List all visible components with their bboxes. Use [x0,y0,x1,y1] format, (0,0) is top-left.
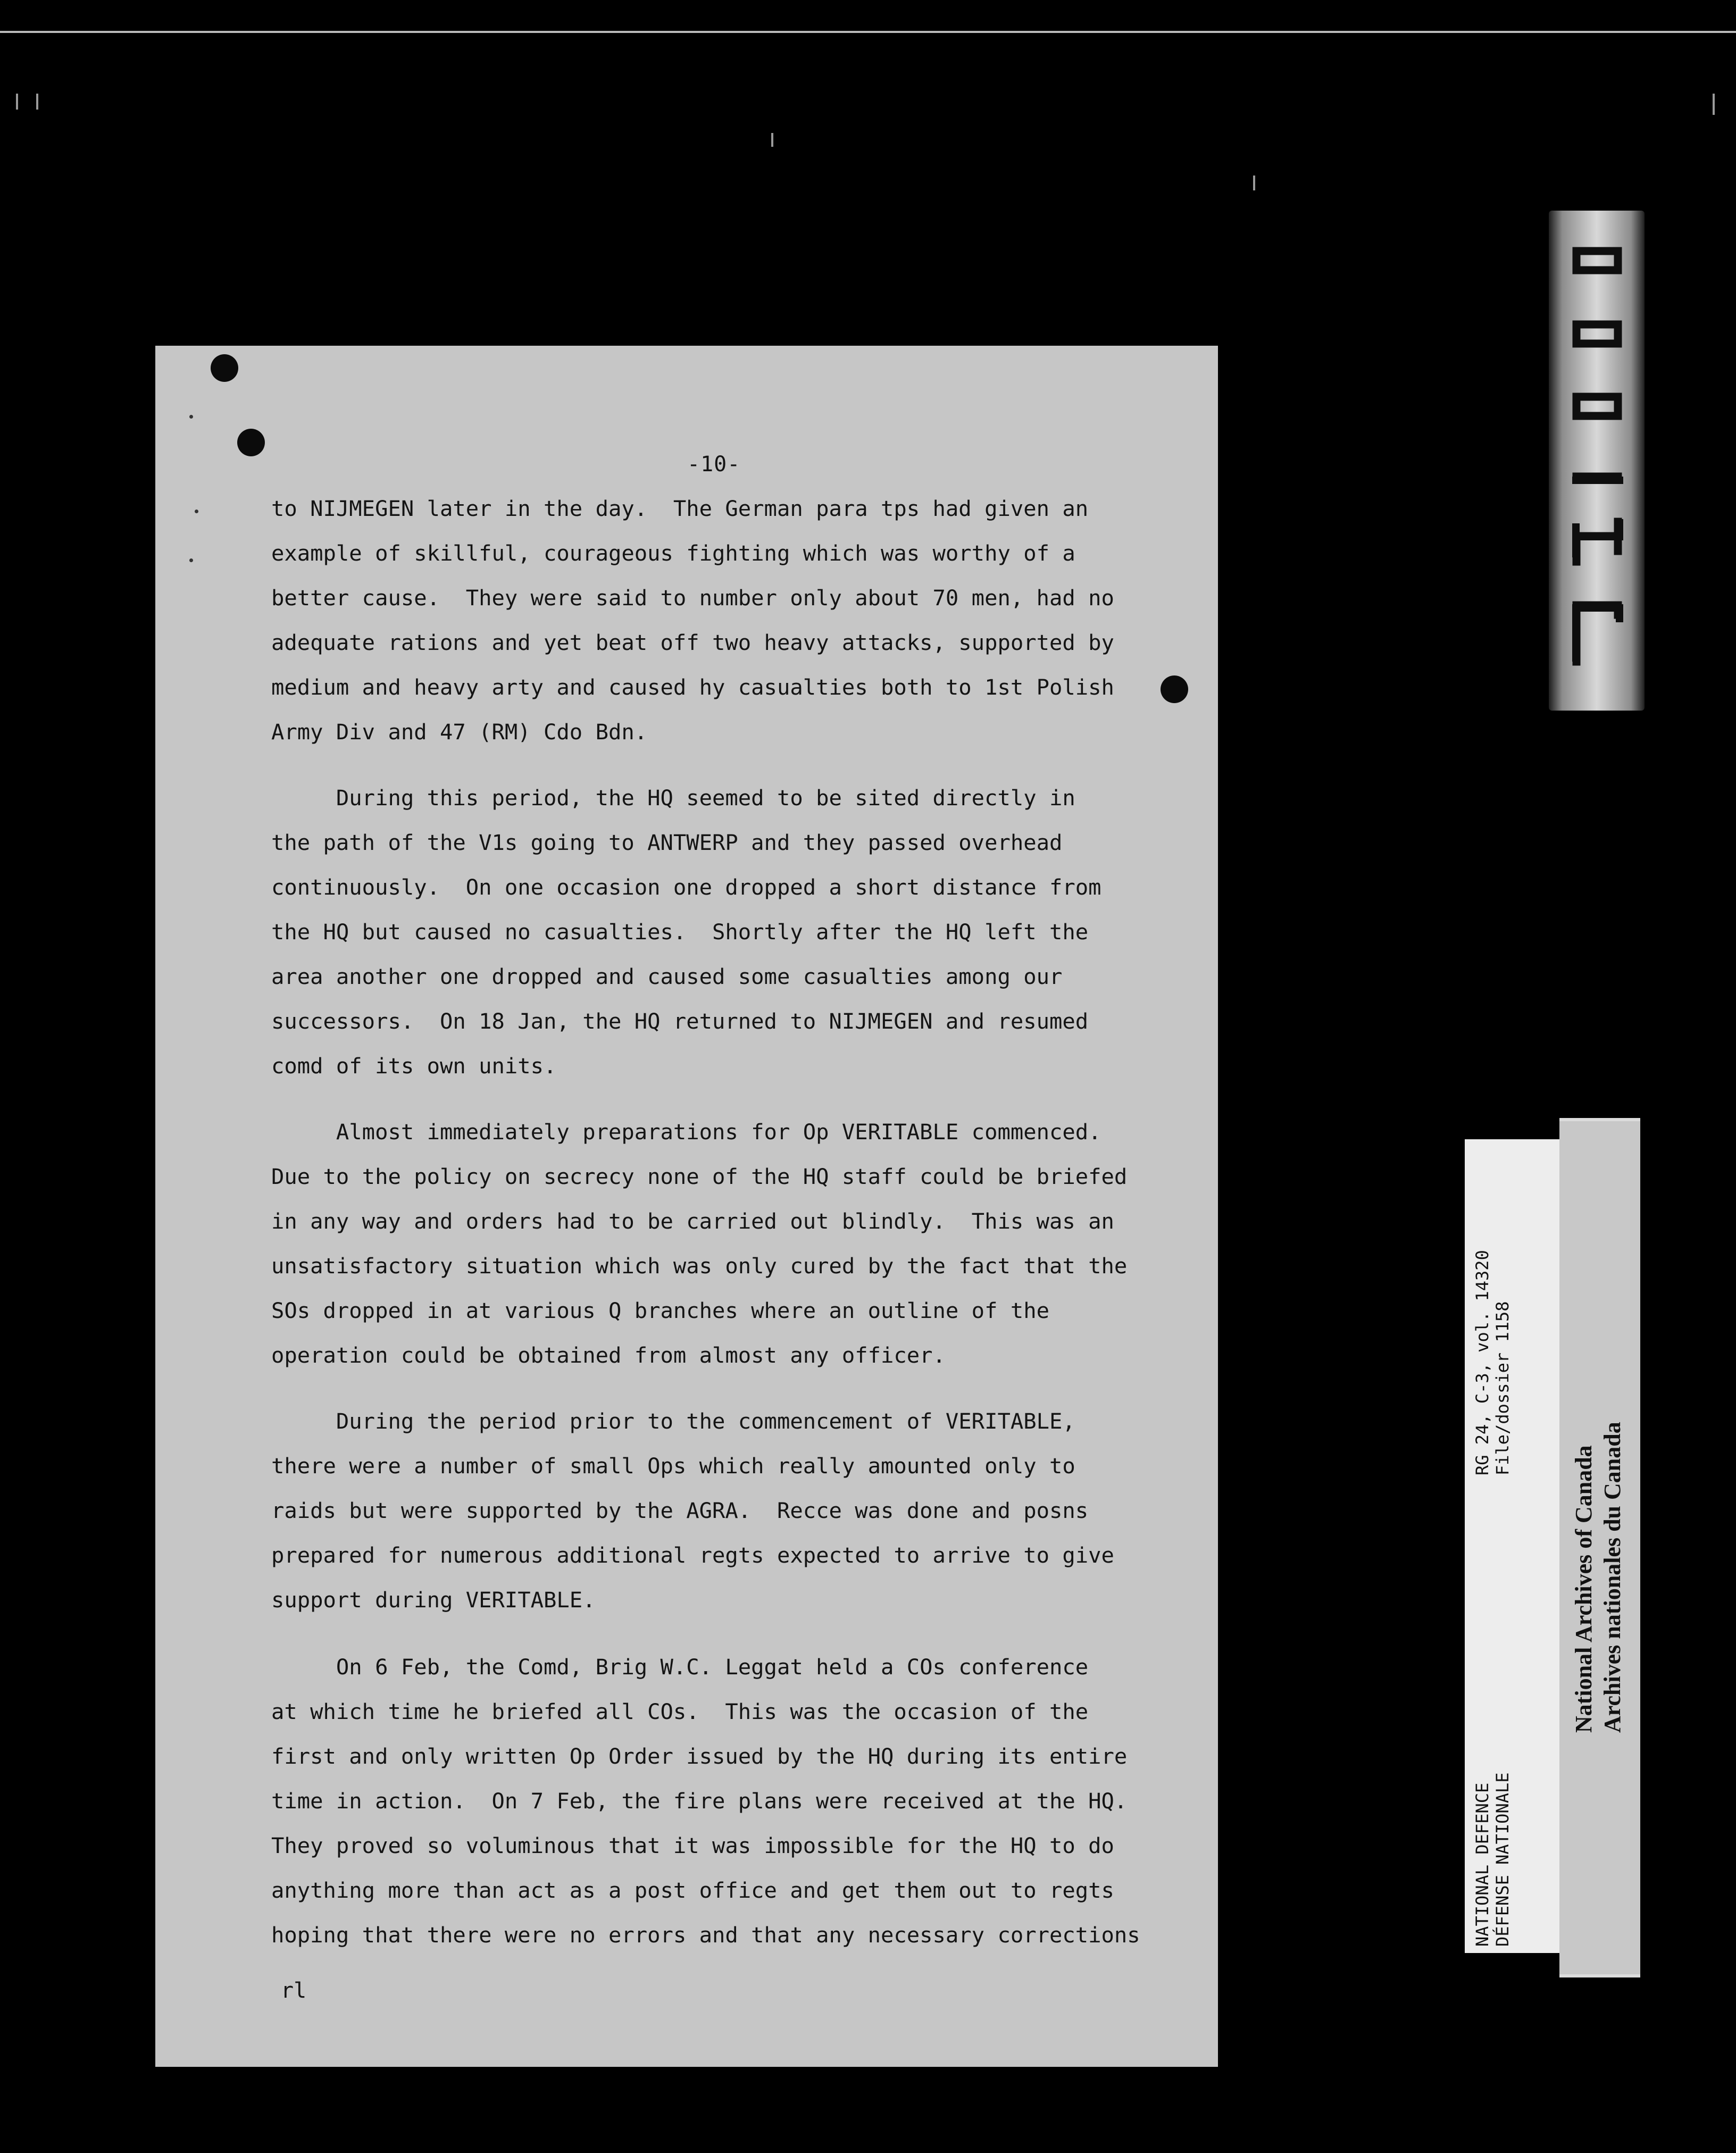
paper-mark [189,415,193,419]
text-line: medium and heavy arty and caused hy casualties both to 1st Polish [271,674,1114,700]
text-line: the HQ but caused no casualties. Shortly after the HQ left the [271,919,1089,945]
paragraph [271,1399,1114,1622]
text-line: unsatisfactory situation which was only cured by the fact that the [271,1253,1128,1279]
text-line: SOs dropped in at various Q branches where an outline of the [271,1298,1049,1323]
frame-number-digits [1549,211,1645,711]
text-line: continuously. On one occasion one dropped a short distance from [271,874,1101,900]
paragraph [271,1109,1127,1378]
film-speck [1253,176,1255,190]
text-line: hoping that there were no errors and that any necessary corrections [271,1922,1140,1948]
text-line: first and only written Op Order issued by the HQ during its entire [271,1743,1128,1769]
text-line: support during VERITABLE. [271,1587,596,1613]
record-group-reference: RG 24, C-3, vol. 14320 [1472,1250,1492,1475]
text-line: Almost immediately preparations for Op VERITABLE commenced. [271,1119,1101,1145]
text-line: operation could be obtained from almost any officer. [271,1342,946,1368]
typist-initials: rl [281,1979,307,2003]
paper-mark [195,510,198,513]
text-line: raids but were supported by the AGRA. Recce was done and posns [271,1498,1089,1523]
text-line: anything more than act as a post office and get them out to regts [271,1877,1114,1903]
archives-label [1559,1118,1640,1977]
document-page [155,346,1218,2067]
text-line: comd of its own units. [271,1053,557,1079]
text-line: the path of the V1s going to ANTWERP and they passed overhead [271,830,1063,855]
film-edge-line [0,31,1736,33]
text-line: area another one dropped and caused some casualties among our [271,964,1063,989]
text-line: in any way and orders had to be carried out blindly. This was an [271,1208,1114,1234]
text-line: successors. On 18 Jan, the HQ returned to NIJMEGEN and resumed [271,1008,1089,1034]
paper-mark [189,558,193,562]
text-line: at which time he briefed all COs. This was the occasion of the [271,1699,1089,1724]
department-en: NATIONAL DEFENCE [1472,1782,1492,1947]
paragraph [271,1645,1140,1957]
text-line: During the period prior to the commencement of VERITABLE, [271,1408,1075,1434]
archives-name-en: National Archives of Canada [1571,1445,1597,1733]
text-line: adequate rations and yet beat off two heavy attacks, supported by [271,630,1114,655]
department-fr: DÉFENSE NATIONALE [1492,1772,1513,1947]
film-speck [771,133,773,147]
punch-hole [211,354,238,382]
film-speck [16,94,18,110]
text-line: time in action. On 7 Feb, the fire plans were received at the HQ. [271,1788,1128,1814]
frame-number-strip [1549,211,1645,711]
text-line: Due to the policy on secrecy none of the HQ staff could be briefed [271,1164,1128,1189]
text-line: During this period, the HQ seemed to be sited directly in [271,785,1075,811]
text-line: prepared for numerous additional regts expected to arrive to give [271,1542,1114,1568]
page-number: -10- [687,452,741,477]
archives-name-fr: Archives nationales du Canada [1599,1422,1625,1733]
text-line: On 6 Feb, the Comd, Brig W.C. Leggat held a COs conference [271,1654,1089,1680]
paragraph [271,486,1114,754]
text-line: there were a number of small Ops which really amounted only to [271,1453,1075,1479]
punch-hole [1161,675,1188,703]
text-line: Army Div and 47 (RM) Cdo Bdn. [271,719,648,745]
text-line: example of skillful, courageous fighting which was worthy of a [271,540,1075,566]
text-line: to NIJMEGEN later in the day. The German para tps had given an [271,496,1089,521]
film-speck [36,94,38,110]
text-line: better cause. They were said to number only about 70 men, had no [271,585,1114,611]
punch-hole [237,429,265,456]
archive-reference-label [1465,1139,1559,1953]
paragraph [271,775,1101,1088]
film-speck [1713,94,1715,115]
file-reference: File/dossier 1158 [1492,1301,1513,1475]
text-line: They proved so voluminous that it was impossible for the HQ to do [271,1833,1114,1858]
